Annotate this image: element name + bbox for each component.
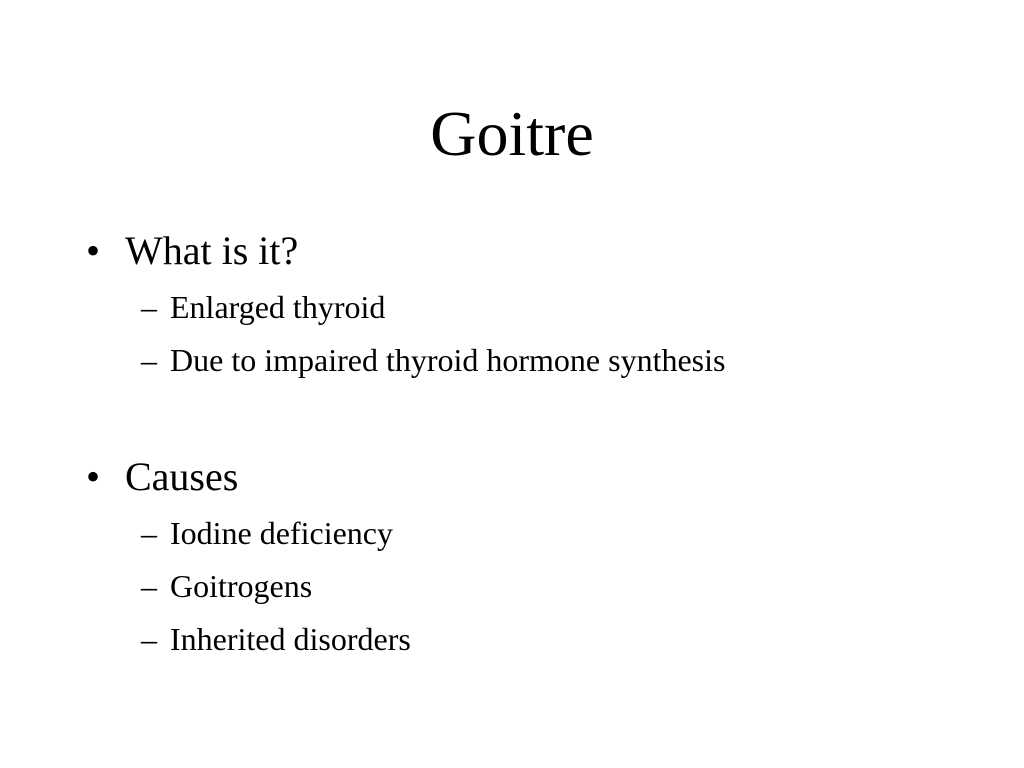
slide-title: Goitre: [430, 98, 594, 169]
bullet-causes: [86, 453, 238, 501]
dash-icon: –: [141, 289, 157, 325]
sub-item-text: Iodine deficiency: [170, 515, 393, 551]
sub-item-text: Enlarged thyroid: [170, 289, 386, 325]
bullet-text: Causes: [125, 454, 239, 499]
bullet-dot-icon: •: [86, 454, 101, 499]
sub-item-enlarged-thyroid: [141, 287, 385, 327]
dash-icon: –: [141, 342, 157, 378]
sub-item-iodine-deficiency: [141, 513, 393, 553]
sub-item-impaired-synthesis: [141, 340, 725, 380]
sub-item-text: Inherited disorders: [170, 621, 411, 657]
dash-icon: –: [141, 515, 157, 551]
bullet-dot-icon: •: [86, 228, 101, 273]
sub-item-text: Due to impaired thyroid hormone synthesis: [170, 342, 726, 378]
sub-item-text: Goitrogens: [170, 568, 313, 604]
bullet-what-is-it: [86, 227, 298, 275]
bullet-text: What is it?: [125, 228, 299, 273]
dash-icon: –: [141, 568, 157, 604]
dash-icon: –: [141, 621, 157, 657]
sub-item-goitrogens: [141, 566, 312, 606]
sub-item-inherited-disorders: [141, 619, 411, 659]
